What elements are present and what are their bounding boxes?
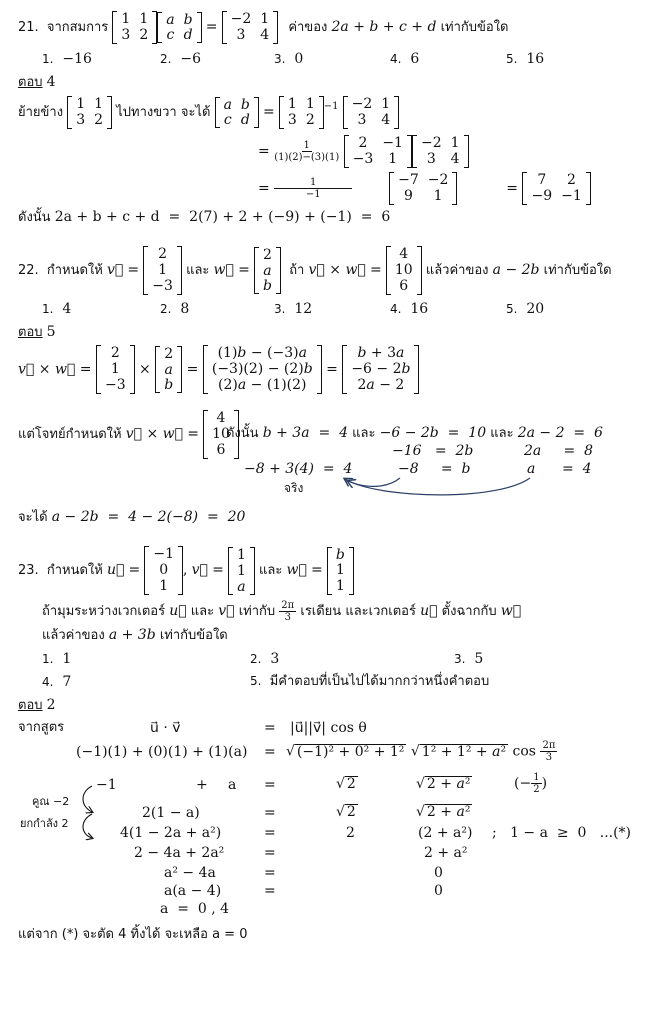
q22-question: 22. กำหนดให้ v⃗ = 2 1 −3 และ w⃗ = 2 a b ถ้า v⃗ × w⃗ = 4 10 6 แล้วค่าของ a − 2b เท่ากับข้อใด xyxy=(18,246,612,294)
q22-eq1-check: −8 + 3(4) = 4 xyxy=(244,461,353,477)
q23-row2-right: √ (−1)² + 0² + 1² √ 1² + 1² + a² cos $\frac{2\pi}{3}$ xyxy=(286,740,556,763)
q23-row3-minus-one: −1 xyxy=(96,777,117,793)
q23-row5-right: (2 + a²) xyxy=(418,825,473,841)
q23-vector-u: −1 0 1 xyxy=(144,546,183,595)
q23-row5-condition: ; 1 − a ≥ 0 ...(*) xyxy=(492,825,632,841)
q23-row3-plus: + xyxy=(196,777,208,793)
q23-from-formula: จากสูตร xyxy=(18,720,65,735)
q22-eq3-result: a = 4 xyxy=(527,461,592,477)
q23-choice-5[interactable]: 5. มีคำตอบที่เป็นไปได้มากกว่าหนึ่งคำตอบ xyxy=(250,674,490,689)
q21-matrix-x: a b c d xyxy=(157,12,201,43)
q23-row3-cos-value: (− $\frac{1}{2}$ ) xyxy=(514,772,548,795)
q23-vector-v: 1 1 a xyxy=(228,547,255,595)
q21-conclusion: ดังนั้น 2a + b + c + d = 2(7) + 2 + (−9) + (−1) = 6 xyxy=(18,209,391,225)
q23-choice-2[interactable]: 2. 3 xyxy=(250,651,280,667)
q23-square-label: ยกกำลัง 2 xyxy=(20,817,69,830)
q23-question-line1: 23. กำหนดให้ u⃗ = −1 0 1 , v⃗ = 1 1 a และ w⃗ = b 1 1 xyxy=(18,546,354,595)
q23-question-line3: แล้วค่าของ a + 3b เท่ากับข้อใด xyxy=(42,627,228,643)
q21-choice-1[interactable]: 1. −16 xyxy=(42,51,92,67)
q22-choice-3[interactable]: 3. 12 xyxy=(274,301,313,317)
q23-row8-left: a(a − 4) xyxy=(164,883,222,899)
q23-row7-left: a² − 4a xyxy=(164,865,216,881)
q23-row1-right: |u⃗||v⃗| cos θ xyxy=(290,720,367,736)
q23-multiply-label: คูณ −2 xyxy=(32,795,70,808)
q23-row3-sqrt: √ 2 + a² xyxy=(416,776,471,792)
q22-final: จะได้ a − 2b = 4 − 2(−8) = 20 xyxy=(18,509,246,525)
q23-row5-mid: 2 xyxy=(346,825,355,841)
q22-choice-4[interactable]: 4. 16 xyxy=(390,301,429,317)
q22-choice-5[interactable]: 5. 20 xyxy=(506,301,545,317)
q23-answer: ตอบ 2 xyxy=(18,697,56,713)
q22-choice-2[interactable]: 2. 8 xyxy=(160,301,190,317)
q22-cross-product-work: v⃗ × w⃗ = 2 1 −3 × 2 a b = (1)b − (−3)a (−3)(2) − (2)b (2)a − (1)(2) = b + 3a −6 − 2b 2a − 2 xyxy=(18,345,419,394)
q23-row4-left: 2(1 − a) xyxy=(142,805,200,821)
q23-vector-w: b 1 1 xyxy=(327,547,354,595)
q21-matrix-b: −2 1 3 4 xyxy=(222,11,279,44)
q21-answer: ตอบ 4 xyxy=(18,74,56,90)
q22-vector-v: 2 1 −3 xyxy=(143,246,182,295)
q22-given: แต่โจทย์กำหนดให้ v⃗ × w⃗ = 4 10 6 xyxy=(18,410,239,459)
q23-row9: a = 0 , 4 xyxy=(160,901,230,917)
q22-true-label: จริง xyxy=(284,481,304,495)
q21-choice-5[interactable]: 5. 16 xyxy=(506,51,545,67)
q21-choice-2[interactable]: 2. −6 xyxy=(160,51,201,67)
q23-question-line2: ถ้ามุมระหว่างเวกเตอร์ u⃗ และ v⃗ เท่ากับ $\frac{2\pi}{3}$ เรเดียน และเวกเตอร์ u⃗ ตั้งฉากกับ w⃗ xyxy=(42,600,522,623)
q22-cross-result: 4 10 6 xyxy=(386,246,422,295)
q23-row7-right: 0 xyxy=(434,865,443,881)
q21-matrix-a: 1 1 3 2 xyxy=(112,11,157,44)
q22-answer: ตอบ 5 xyxy=(18,324,56,340)
q23-choice-3[interactable]: 3. 5 xyxy=(454,651,484,667)
q22-equations: ดังนั้น b + 3a = 4 และ −6 − 2b = 10 และ 2a − 2 = 6 xyxy=(226,425,603,441)
q23-row5-left: 4(1 − 2a + a²) xyxy=(120,825,222,841)
q22-eq3-step: 2a = 8 xyxy=(524,443,594,459)
q23-row2-left: (−1)(1) + (0)(1) + (1)(a) xyxy=(76,744,248,760)
q21-solution-line3: = $\frac{1}{-1}$ −7 −2 9 1 = 7 2 −9 −1 xyxy=(258,172,591,205)
q21-choice-3[interactable]: 3. 0 xyxy=(274,51,304,67)
q22-choice-1[interactable]: 1. 4 xyxy=(42,301,72,317)
q23-choice-1[interactable]: 1. 1 xyxy=(42,651,72,667)
q23-row6-left: 2 − 4a + 2a² xyxy=(134,845,225,861)
q23-row6-right: 2 + a² xyxy=(424,845,468,861)
q23-final: แต่จาก (*) จะตัด 4 ทิ้งได้ จะเหลือ a = 0 xyxy=(18,927,248,942)
q23-row3-a: a xyxy=(228,777,237,793)
q23-row8-right: 0 xyxy=(434,883,443,899)
q22-vector-w: 2 a b xyxy=(254,247,281,294)
q23-row3-sqrt2: √ 2 xyxy=(336,776,356,792)
q22-eq2-step: −16 = 2b xyxy=(392,443,474,459)
q22-eq2-result: −8 = b xyxy=(398,461,471,477)
q21-solution-line2: = $\frac{1}{(1)(2)-(3)(1)}$ 2 −1 −3 1 −2 1 3 4 xyxy=(258,135,469,168)
q23-choice-4[interactable]: 4. 7 xyxy=(42,674,72,690)
q23-row1-left: u⃗ · v⃗ xyxy=(150,720,181,736)
q21-question: 21. จากสมการ 1 1 3 2 a b c d = −2 1 3 4 ค่าของ 2a + b + c + d เท่ากับข้อใด xyxy=(18,11,509,43)
q21-solution-line1: ย้ายข้าง 1 1 3 2 ไปทางขวา จะได้ a b c d = 1 1 3 2 $^{-1}$ −2 1 3 4 xyxy=(18,96,399,129)
q21-choice-4[interactable]: 4. 6 xyxy=(390,51,420,67)
